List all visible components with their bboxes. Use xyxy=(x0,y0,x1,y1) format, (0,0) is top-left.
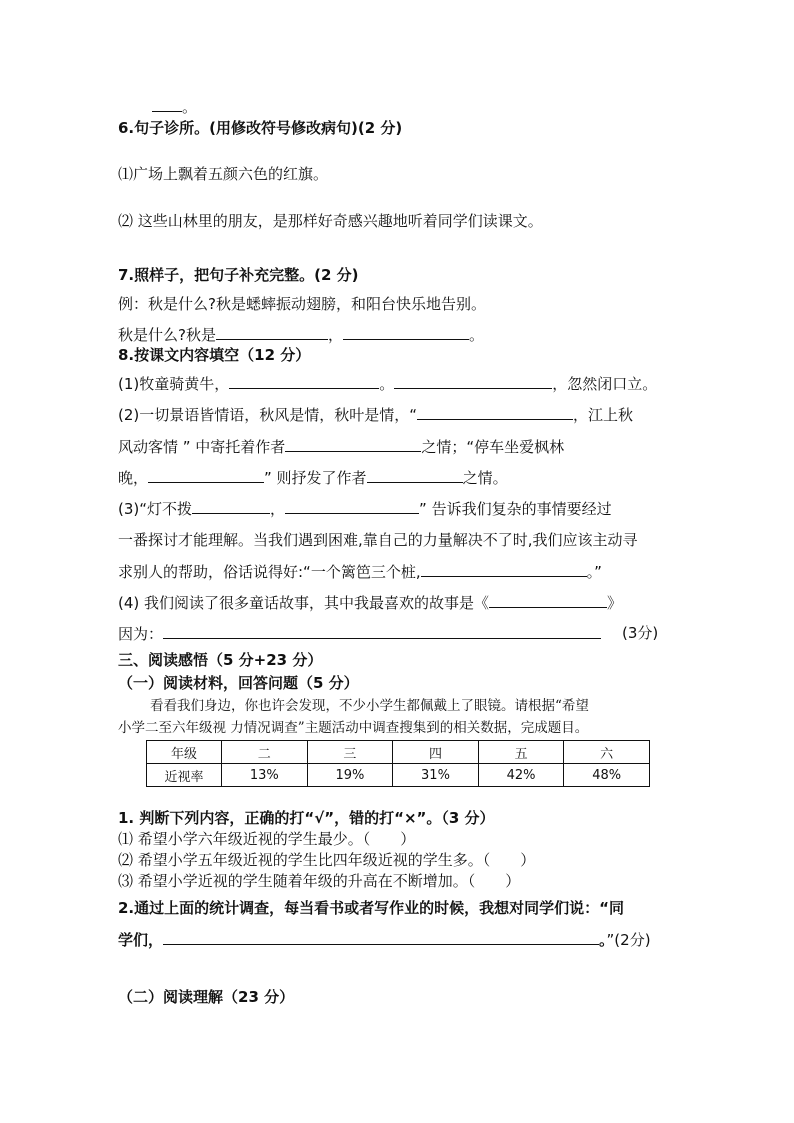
vision-rate-table xyxy=(146,740,650,787)
q2-line-1: 2.通过上面的统计调查，每当看书或者写作业的时候，我想对同学们说：“同 xyxy=(118,899,624,917)
answer-blank[interactable] xyxy=(394,373,552,389)
q8-score: (3分) xyxy=(622,624,659,642)
table-cell: 五 xyxy=(478,741,564,764)
judge-item: ⑵ 希望小学五年级近视的学生比四年级近视的学生多。（ ） xyxy=(118,851,536,869)
q8-line-7: 求别人的帮助，俗话说得好:“一个篱笆三个桩, 。” xyxy=(118,563,602,581)
table-cell: 31% xyxy=(393,764,479,787)
q6-title: 6.句子诊所。(用修改符号修改病句)(2 分) xyxy=(118,119,403,137)
table-header-grade: 年级 xyxy=(147,741,222,764)
table-cell: 三 xyxy=(307,741,393,764)
table-cell: 42% xyxy=(478,764,564,787)
intro-line-1: 看看我们身边，你也许会发现，不少小学生都佩戴上了眼镜。请根据“希望 xyxy=(150,698,589,714)
section-3-title: 三、阅读感悟（5 分+23 分） xyxy=(118,651,323,669)
part-2-title: （二）阅读理解（23 分） xyxy=(118,988,295,1006)
q6-sentence-1: ⑴广场上飘着五颜六色的红旗。 xyxy=(118,165,329,183)
answer-blank[interactable] xyxy=(285,498,419,514)
judge-item: ⑶ 希望小学近视的学生随着年级的升高在不断增加。（ ） xyxy=(118,872,521,890)
q7-example: 例：秋是什么?秋是蟋蟀振动翅膀，和阳台快乐地告别。 xyxy=(118,295,486,313)
table-cell: 19% xyxy=(307,764,393,787)
q7-answer-line: 秋是什么?秋是 ， 。 xyxy=(118,326,484,344)
q7-title: 7.照样子，把句子补充完整。(2 分) xyxy=(118,266,359,284)
table-cell: 四 xyxy=(393,741,479,764)
answer-blank[interactable] xyxy=(148,467,264,483)
table-cell: 48% xyxy=(564,764,650,787)
q8-line-1: (1)牧童骑黄牛， 。 ，忽然闭口立。 xyxy=(118,375,658,393)
part-1-title: （一）阅读材料，回答问题（5 分） xyxy=(118,674,359,692)
table-row xyxy=(147,764,650,787)
answer-blank[interactable] xyxy=(152,96,182,112)
answer-blank[interactable] xyxy=(417,404,573,420)
answer-blank[interactable] xyxy=(229,373,379,389)
q8-line-6: 一番探讨才能理解。当我们遇到困难,靠自己的力量解决不了时,我们应该主动寻 xyxy=(118,531,638,549)
table-cell: 六 xyxy=(564,741,650,764)
q8-line-3: 风动客情 ” 中寄托着作者 之情；“停车坐爱枫林 xyxy=(118,438,565,456)
table-cell: 13% xyxy=(222,764,308,787)
q8-line-8: (4) 我们阅读了很多童话故事，其中我最喜欢的故事是《 》 xyxy=(118,594,623,612)
intro-line-2: 小学二至六年级视 力情况调查”主题活动中调查搜集到的相关数据，完成题目。 xyxy=(118,720,589,736)
answer-blank[interactable] xyxy=(343,324,469,340)
q8-title: 8.按课文内容填空（12 分） xyxy=(118,346,311,364)
answer-blank[interactable] xyxy=(216,324,328,340)
q2-line-2: 学们， 。”(2分) xyxy=(118,931,651,949)
table-cell: 二 xyxy=(222,741,308,764)
answer-blank[interactable] xyxy=(367,467,463,483)
answer-blank[interactable] xyxy=(285,436,421,452)
answer-blank[interactable] xyxy=(192,498,270,514)
answer-blank[interactable] xyxy=(421,561,587,577)
q8-line-5: (3)“灯不拨 ， ” 告诉我们复杂的事情要经过 xyxy=(118,500,612,518)
top-fragment: 。 xyxy=(152,96,197,117)
answer-blank[interactable] xyxy=(163,623,601,639)
q6-sentence-2: ⑵ 这些山林里的朋友，是那样好奇感兴趣地听着同学们读课文。 xyxy=(118,212,543,230)
q8-line-2: (2)一切景语皆情语，秋风是情，秋叶是情，“ ，江上秋 xyxy=(118,406,634,424)
judge-question-title: 1. 判断下列内容，正确的打“√”，错的打“×”。（3 分） xyxy=(118,809,495,827)
table-row xyxy=(147,741,650,764)
answer-blank[interactable] xyxy=(163,929,599,945)
q8-line-9: 因为： xyxy=(118,623,601,644)
judge-item: ⑴ 希望小学六年级近视的学生最少。（ ） xyxy=(118,830,416,848)
answer-blank[interactable] xyxy=(489,592,607,608)
q8-line-4: 晚， ” 则抒发了作者 之情。 xyxy=(118,469,508,487)
table-header-rate: 近视率 xyxy=(147,764,222,787)
